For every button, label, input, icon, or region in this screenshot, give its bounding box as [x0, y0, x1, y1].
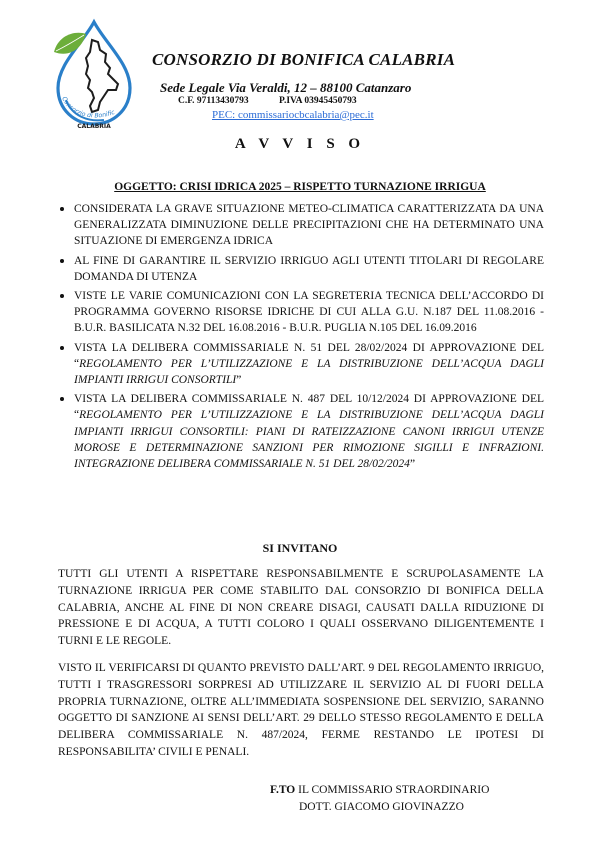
logo-arc-text: Consorzio di Bonifica — [60, 95, 116, 120]
signature-name: DOTT. GIACOMO GIOVINAZZO — [299, 801, 464, 813]
pec-email-link[interactable]: PEC: commissariocbcalabria@pec.it — [212, 109, 374, 121]
vat-number: P.IVA 03945450793 — [279, 96, 357, 106]
logo-bottom-text: CALABRIA — [77, 123, 111, 130]
invite-heading: SI INVITANO — [262, 541, 338, 555]
bullet-icon — [60, 259, 64, 263]
list-item: VISTA LA DELIBERA COMMISSARIALE N. 51 DEL 28/02/2024 DI APPROVAZIONE DEL “REGOLAMENTO PER L’UTILIZZAZIONE E LA DISTRIBUZIONE DELL’ACQUA DAGLI IMPIANTI IRRIGUI CONSORTILI” — [74, 340, 544, 389]
bullet-icon — [60, 294, 64, 298]
bullet-icon — [60, 397, 64, 401]
tax-code: C.F. 97113430793 — [178, 96, 249, 106]
organization-ids — [178, 96, 498, 106]
premises-list — [74, 201, 544, 475]
bullet-icon — [60, 346, 64, 350]
organization-name: CONSORZIO DI BONIFICA CALABRIA — [152, 50, 456, 69]
notice-subject: OGGETTO: CRISI IDRICA 2025 – RISPETTO TURNAZIONE IRRIGUA — [114, 181, 486, 193]
list-item: CONSIDERATA LA GRAVE SITUAZIONE METEO-CLIMATICA CARATTERIZZATA DA UNA GENERALIZZATA DIMINUZIONE DELLE PRECIPITAZIONI CHE HA DETERMINATO UNA SITUAZIONE DI EMERGENZA IDRICA — [74, 201, 544, 250]
organization-address: Sede Legale Via Veraldi, 12 – 88100 Catanzaro — [160, 80, 412, 95]
paragraph-sanctions: VISTO IL VERIFICARSI DI QUANTO PREVISTO DALL’ART. 9 DEL REGOLAMENTO IRRIGUO, TUTTI I TRASGRESSORI SORPRESI AD UTILIZZARE IL SERVIZIO AL DI FUORI DELLA PROPRIA TURNAZIONE, OLTRE ALL’IMMEDIATA SOSPENSIONE DEL SERVIZIO, SARANNO OGGETTO DI SANZIONE AI SENSI DELL’ART. 29 DELLO STESSO REGOLAMENTO E DELLA DELIBERA COMMISSARIALE N. 487/2024, FERME RESTANDO LE IPOTESI DI RESPONSABILITA’ CIVILI E PENALI. — [58, 662, 544, 758]
list-item: VISTE LE VARIE COMUNICAZIONI CON LA SEGRETERIA TECNICA DELL’ACCORDO DI PROGRAMMA GOVERNO RISORSE IDRICHE DI CUI ALLA G.U. N.187 DEL 11.08.2016 - B.U.R. BASILICATA N.32 DEL 16.08.2016 - B.U.R. PUGLIA N.105 DEL 16.09.2016 — [74, 288, 544, 337]
notice-title: A V V I S O — [234, 136, 366, 152]
signature-role: F.TO IL COMMISSARIO STRAORDINARIO — [270, 784, 490, 796]
list-item: AL FINE DI GARANTIRE IL SERVIZIO IRRIGUO AGLI UTENTI TITOLARI DI REGOLARE DOMANDA DI UTENZA — [74, 253, 544, 285]
list-item: VISTA LA DELIBERA COMMISSARIALE N. 487 DEL 10/12/2024 DI APPROVAZIONE DEL “REGOLAMENTO PER L’UTILIZZAZIONE E LA DISTRIBUZIONE DELL’ACQUA DAGLI IMPIANTI IRRIGUI CONSORTILI: PIANI DI RATEIZZAZIONE CANONI IRRIGUI UTENZE MOROSE E DETERMINAZIONE SANZIONI PER RIMOZIONE SIGILLI E INFRAZIONI. INTEGRAZIONE DELIBERA COMMISSARIALE N. 51 DEL 28/02/2024” — [74, 391, 544, 472]
bullet-icon — [60, 207, 64, 211]
paragraph-users-invitation: TUTTI GLI UTENTI A RISPETTARE RESPONSABILMENTE E SCRUPOLASAMENTE LA TURNAZIONE IRRIGUA PER COME STABILITO DAL CONSORZIO DI BONIFICA DELLA CALABRIA, ANCHE AL FINE DI NON CREARE DISAGI, CAUSATI DALLA RIDUZIONE DI PRESSIONE E DI ACQUA, A TUTTI COLORO I QUALI OSSERVANO DILIGENTEMENTE I TURNI E LE REGOLE. — [58, 568, 544, 648]
consorzio-logo — [48, 18, 140, 130]
